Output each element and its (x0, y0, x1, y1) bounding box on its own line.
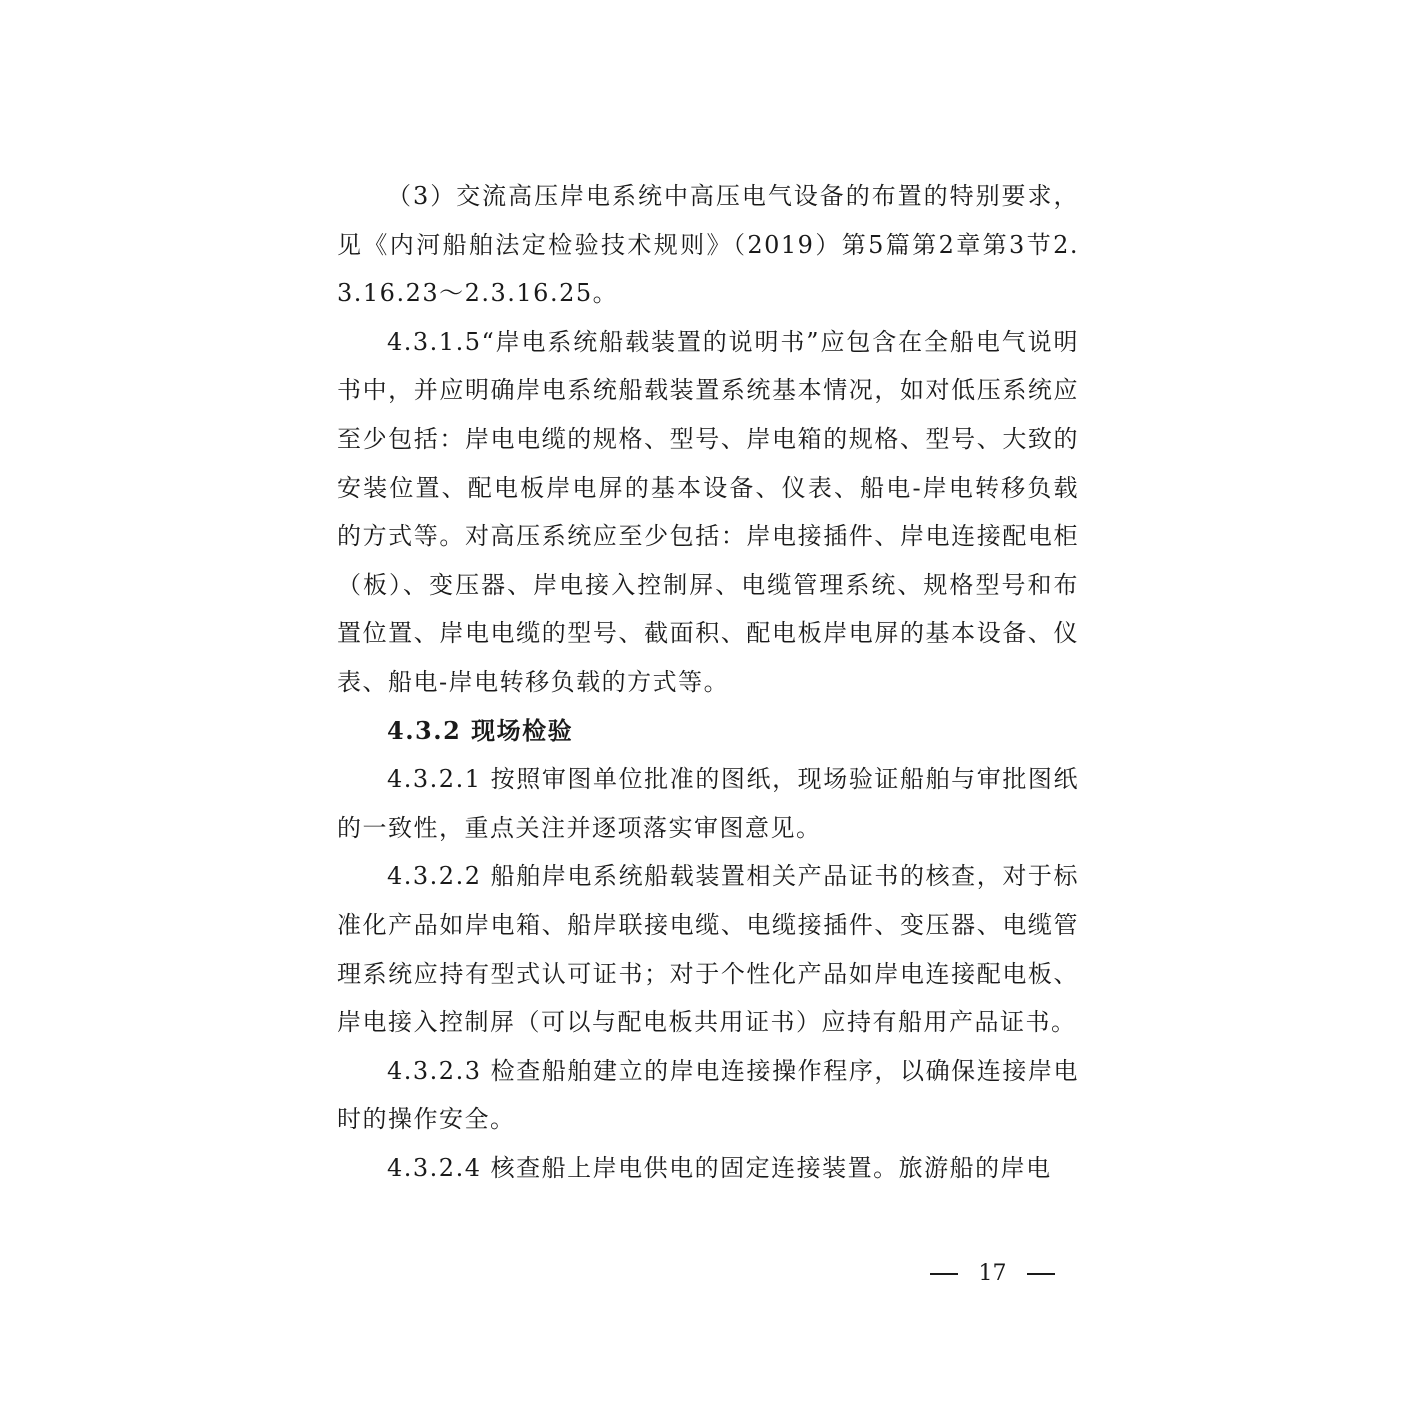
page-number: 17 (978, 1261, 1007, 1286)
paragraph-4-3-2-1: 4.3.2.1 按照审图单位批准的图纸，现场验证船舶与审批图纸的一致性，重点关注并逐项落实审图意见。 (337, 765, 1079, 842)
page-number-right-dash (1027, 1273, 1055, 1275)
paragraph-4-3-1-5: 4.3.1.5“岸电系统船载装置的说明书”应包含在全船电气说明书中，并应明确岸电系统船载装置系统基本情况，如对低压系统应至少包括：岸电电缆的规格、型号、岸电箱的规格、型号、大致的安装位置、配电板岸电屏的基本设备、仪表、船电-岸电转移负载的方式等。对高压系统应至少包括：岸电接插件、岸电连接配电柜（板）、变压器、岸电接入控制屏、电缆管理系统、规格型号和布置位置、岸电电缆的型号、截面积、配电板岸电屏的基本设备、仪表、船电-岸电转移负载的方式等。 (337, 327, 1079, 696)
body-text (337, 172, 1079, 1192)
section-heading-4-3-2: 4.3.2 现场检验 (387, 715, 574, 745)
paragraph-4-3-2-3: 4.3.2.3 检查船舶建立的岸电连接操作程序，以确保连接岸电时的操作安全。 (337, 1056, 1079, 1134)
page-footer (930, 1258, 1055, 1290)
paragraph-high-voltage-layout: （3）交流高压岸电系统中高压电气设备的布置的特别要求，见《内河船舶法定检验技术规则》（2019）第5篇第2章第3节2.3.16.23～2.3.16.25。 (337, 182, 1079, 308)
paragraph-4-3-2-2: 4.3.2.2 船舶岸电系统船载装置相关产品证书的核查，对于标准化产品如岸电箱、船岸联接电缆、电缆接插件、变压器、电缆管理系统应持有型式认可证书；对于个性化产品如岸电连接配电板、岸电接入控制屏（可以与配电板共用证书）应持有船用产品证书。 (337, 862, 1079, 1037)
paragraph-4-3-2-4: 4.3.2.4 核查船上岸电供电的固定连接装置。旅游船的岸电 (387, 1153, 1052, 1182)
page-number-left-dash (930, 1273, 958, 1275)
